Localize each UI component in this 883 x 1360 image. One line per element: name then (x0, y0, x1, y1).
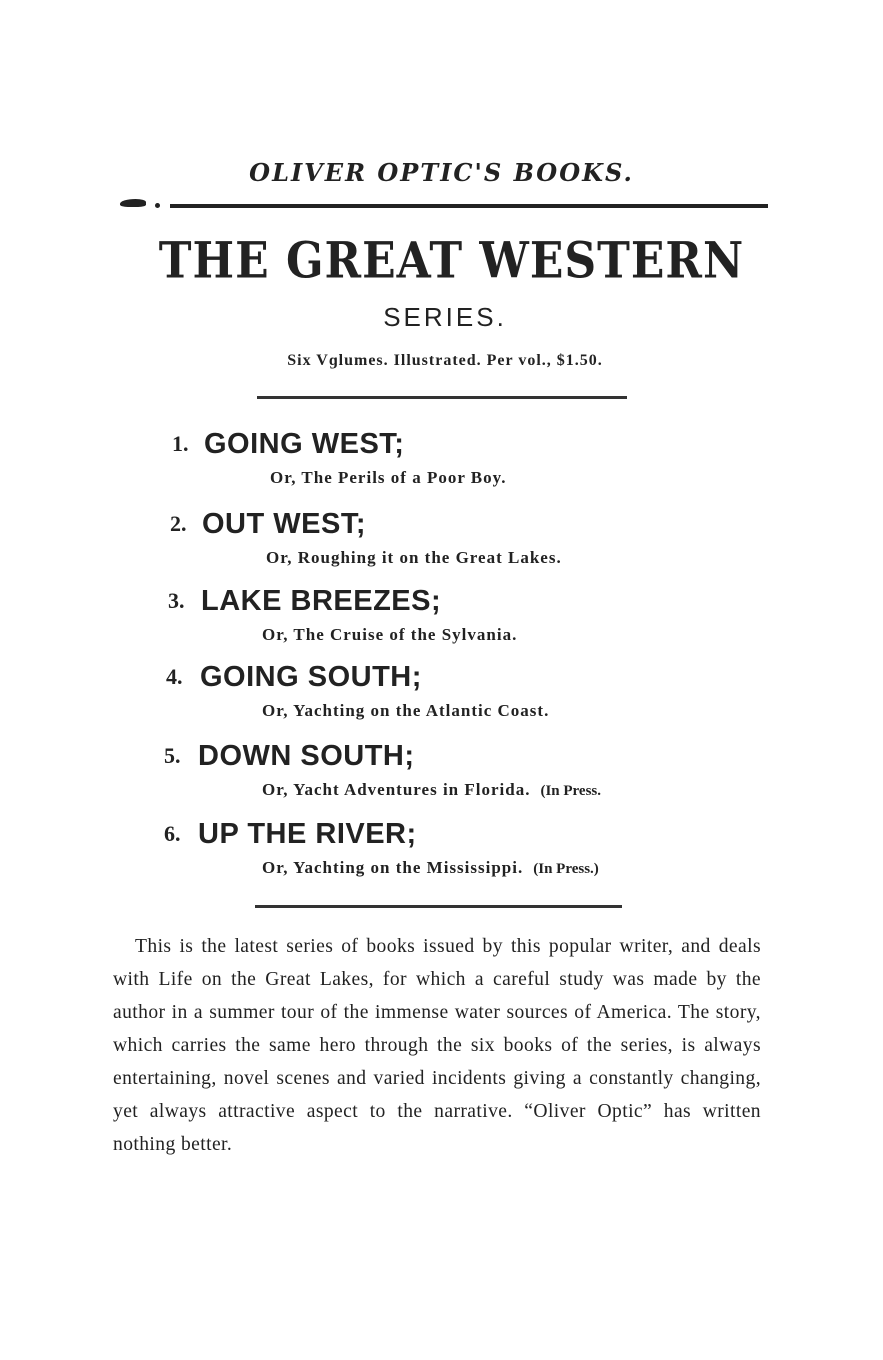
series-description: This is the latest series of books issued by this popular writer, and deals with Life on the Great Lakes, for which a careful study was made by the author in a summer tour of the immense water sources of America. The story, which carries the same hero through the six books of the series, is always entertaining, novel scenes and varied incidents giving a constantly changing, yet always attractive aspect to the narrative. “Oliver Optic” has written nothing better. (113, 936, 761, 1155)
rule-ornament (120, 199, 146, 207)
running-head: OLIVER OPTIC'S BOOKS. (249, 158, 634, 187)
book-title: OUT WEST; (202, 508, 366, 540)
divider-rule (257, 396, 627, 399)
volumes-note: Six Vɡlumes. Illustrated. Per vol., $1.50. (287, 352, 603, 369)
book-status-note: (In Press. (540, 783, 602, 799)
divider-rule (255, 905, 622, 908)
book-title: UP THE RIVER; (198, 818, 417, 850)
book-title: GOING WEST; (204, 428, 405, 460)
book-subtitle (262, 858, 599, 878)
book-subtitle (262, 780, 601, 800)
book-title: GOING SOUTH; (200, 661, 422, 693)
header-rule (170, 204, 768, 208)
book-subtitle: Or, Roughing it on the Great Lakes. (266, 548, 562, 567)
book-subtitle: Or, The Perils of a Poor Boy. (270, 468, 507, 487)
series-subtitle: SERIES. (383, 302, 507, 332)
series-title: THE GREAT WESTERN (158, 232, 745, 291)
book-number: 5. (164, 743, 181, 768)
book-title: DOWN SOUTH; (198, 740, 415, 772)
book-subtitle: Or, The Cruise of the Sylvania. (262, 625, 518, 644)
book-subtitle: Or, Yachting on the Atlantic Coast. (262, 701, 550, 720)
book-number: 1. (172, 431, 189, 456)
book-number: 4. (166, 664, 183, 689)
book-subtitle-text: Or, Yacht Adventures in Florida. (262, 780, 531, 799)
book-title: LAKE BREEZES; (201, 585, 442, 617)
rule-dot (155, 203, 160, 208)
book-number: 6. (164, 821, 181, 846)
book-number: 3. (168, 588, 185, 613)
book-number: 2. (170, 511, 187, 536)
book-status-note: (In Press.) (533, 861, 599, 877)
book-subtitle-text: Or, Yachting on the Mississippi. (262, 858, 524, 877)
